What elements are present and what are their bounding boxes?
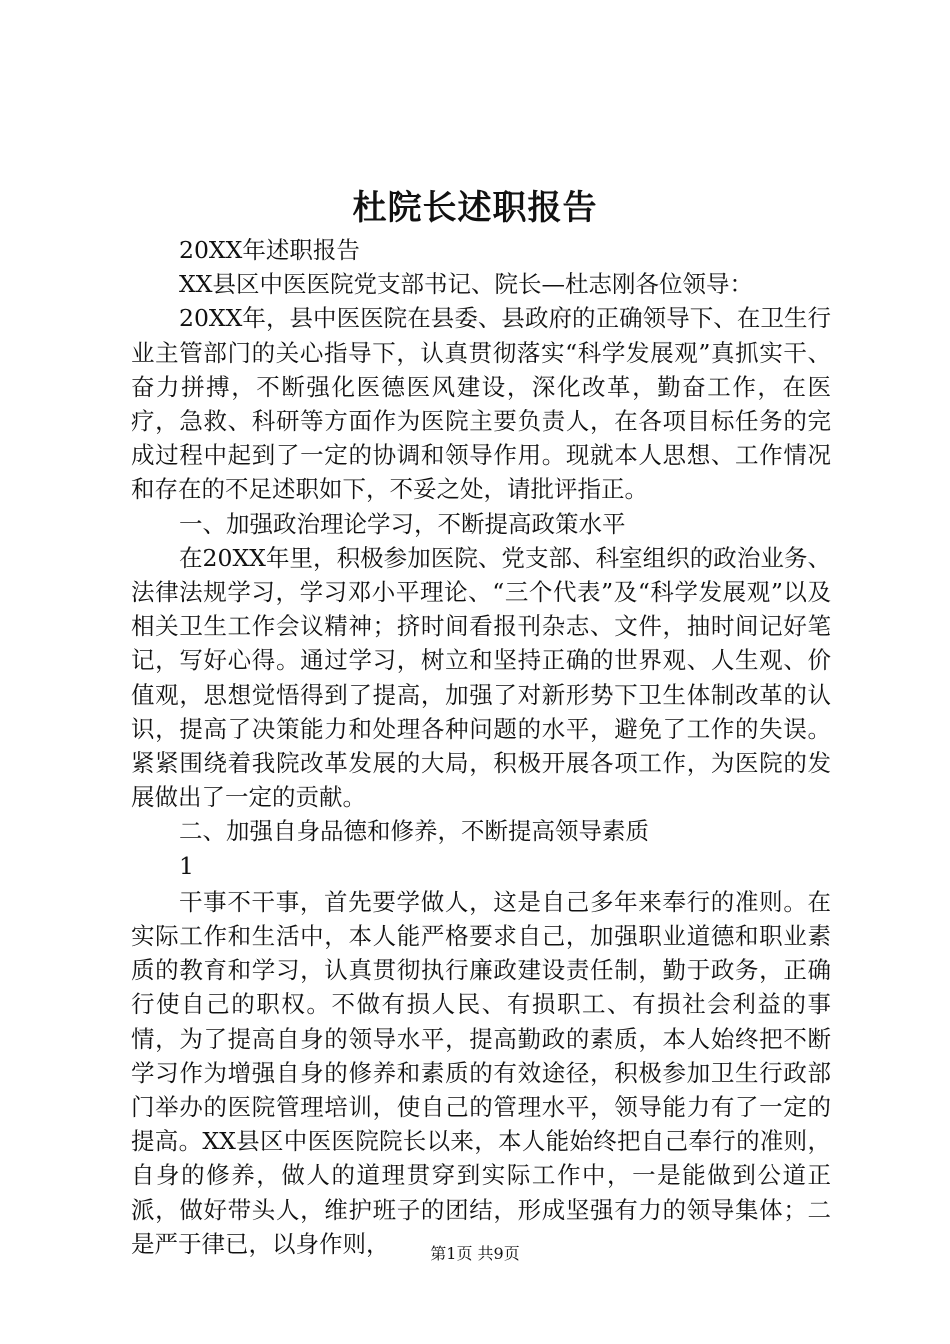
report-subtitle: 20XX年述职报告 bbox=[179, 236, 360, 264]
section-heading-2: 二、加强自身品德和修养，不断提高领导素质 bbox=[179, 817, 649, 846]
intro-paragraph: 20XX年，县中医医院在县委、县政府的正确领导下、在卫生行业主管部门的关心指导下，认真贯彻落实“科学发展观”真抓实干、奋力拼搏，不断强化医德医风建设，深化改革，勤奋工作，在医疗，急救、科研等方面作为医院主要负责人，在各项目标任务的完成过程中起到了一定的协调和领导作用。现就本人思想、工作情况和存在的不足述职如下，不妥之处，请批评指正。 bbox=[131, 304, 831, 504]
section-1-paragraph: 在20XX年里，积极参加医院、党支部、科室组织的政治业务、法律法规学习，学习邓小平理论、“三个代表”及“科学发展观”以及相关卫生工作会议精神；挤时间看报刊杂志、文件，抽时间记好笔记，写好心得。通过学习，树立和坚持正确的世界观、人生观、价值观，思想觉悟得到了提高，加强了对新形势下卫生体制改革的认识，提高了决策能力和处理各种问题的水平，避免了工作的失误。紧紧围绕着我院改革发展的大局，积极开展各项工作，为医院的发展做出了一定的贡献。 bbox=[131, 543, 831, 812]
inline-page-number: 1 bbox=[179, 851, 194, 880]
section-heading-1: 一、加强政治理论学习，不断提高政策水平 bbox=[179, 509, 626, 538]
section-2-paragraph: 干事不干事，首先要学做人，这是自己多年来奉行的准则。在实际工作和生活中，本人能严格要求自己，加强职业道德和职业素质的教育和学习，认真贯彻执行廉政建设责任制，勤于政务，正确行使自己的职权。不做有损人民、有损职工、有损社会利益的事情，为了提高自身的领导水平，提高勤政的素质，本人始终把不断学习作为增强自身的修养和素质的有效途径，积极参加卫生行政部门举办的医院管理培训，使自己的管理水平，领导能力有了一定的提高。XX县区中医医院院长以来，本人能始终把自己奉行的准则，自身的修养，做人的道理贯穿到实际工作中，一是能做到公道正派，做好带头人，维护班子的团结，形成坚强有力的领导集体；二是严于律已，以身作则， bbox=[131, 887, 831, 1258]
document-body bbox=[131, 233, 831, 1261]
report-author-line: XX县区中医医院党支部书记、院长—杜志刚各位领导： bbox=[179, 270, 753, 299]
document-title: 杜院长述职报告 bbox=[352, 188, 598, 228]
page-footer: 第1页 共9页 bbox=[430, 1244, 520, 1263]
